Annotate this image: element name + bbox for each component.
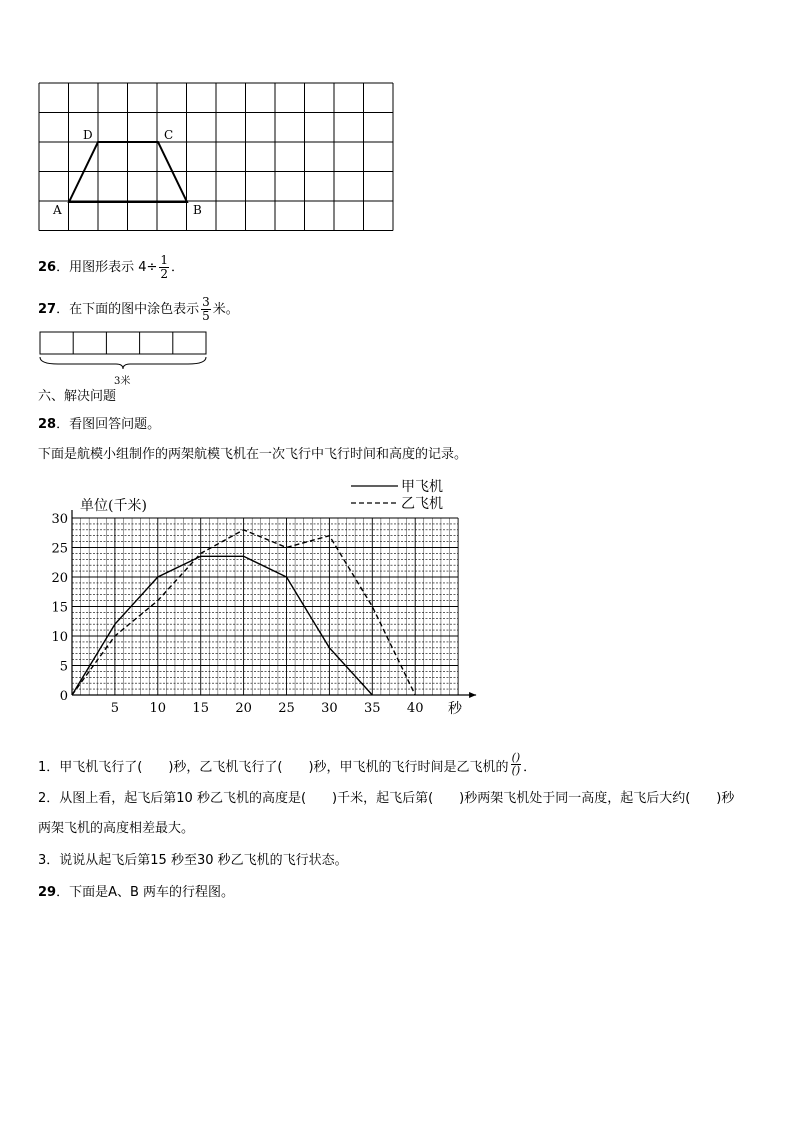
x-tick-label: 5	[110, 701, 120, 716]
fraction-numerator: ()	[511, 751, 521, 764]
fraction-denominator: 2	[160, 267, 169, 281]
square-grid	[39, 83, 393, 231]
x-axis-label: 秒	[448, 701, 462, 717]
question-text: ．用图形表示 4÷	[56, 260, 158, 275]
question-29	[38, 885, 234, 901]
sub-question-3: 3．说说从起飞后第15 秒至30 秒乙飞机的飞行状态。	[38, 853, 348, 868]
vertex-label-b: B	[193, 203, 202, 217]
sub-question-2: 2．从图上看，起飞后第10 秒乙飞机的高度是( )千米，起飞后第( )秒两架飞机处于同一高度，起飞后大约( )秒	[38, 791, 735, 806]
y-tick-label: 10	[51, 630, 68, 645]
flight-altitude-chart	[38, 474, 488, 720]
chart-grid	[72, 518, 458, 695]
fraction-numerator: 3	[202, 295, 210, 309]
question-text-end: ．	[171, 260, 185, 275]
question-26	[38, 254, 184, 281]
fraction-denominator: 5	[202, 309, 210, 323]
trapezoid-grid-figure	[38, 82, 398, 236]
section-title: 六、解决问题	[38, 389, 117, 404]
question-number: 29	[38, 885, 57, 900]
brace	[40, 357, 206, 369]
y-tick-label: 15	[51, 600, 68, 616]
vertex-label-d: D	[83, 128, 93, 142]
question-27	[38, 296, 239, 323]
length-bar[interactable]	[40, 332, 206, 354]
sub-question-text: 1．甲飞机飞行了( )秒，乙飞机飞行了( )秒，甲飞机的飞行时间是乙飞机的	[38, 760, 509, 775]
question-number: 26	[38, 260, 57, 275]
x-tick-label: 15	[192, 701, 209, 716]
y-tick-label: 25	[51, 541, 68, 557]
question-text: ．在下面的图中涂色表示	[56, 302, 200, 317]
x-tick-label: 10	[149, 701, 167, 716]
question-text-end: 米。	[212, 302, 239, 317]
question-text: ．下面是A、B 两车的行程图。	[56, 885, 235, 900]
length-bar-figure	[38, 330, 212, 374]
question-title: ．看图回答问题。	[56, 417, 161, 432]
sub-question-1	[38, 751, 537, 780]
x-tick-label: 20	[235, 701, 252, 716]
legend-label: 乙飞机	[401, 496, 443, 512]
vertex-label-c: C	[164, 128, 174, 142]
chart-ticks	[51, 512, 423, 716]
x-tick-label: 40	[406, 701, 424, 716]
fraction-one-half	[159, 254, 169, 281]
y-axis-label: 单位(千米)	[80, 498, 147, 514]
x-tick-label: 35	[364, 701, 381, 716]
sub-question-text-end: ．	[523, 760, 537, 775]
chart-legend	[351, 478, 443, 512]
vertex-label-a: A	[53, 203, 62, 217]
x-tick-label: 30	[321, 701, 338, 716]
question-number: 27	[38, 302, 57, 317]
fraction-denominator: ()	[511, 764, 521, 777]
legend-label: 甲飞机	[401, 479, 443, 495]
y-tick-label: 30	[51, 512, 68, 527]
x-axis-arrow	[469, 692, 476, 698]
question-28	[38, 417, 160, 433]
y-tick-label: 0	[59, 689, 68, 704]
x-tick-label: 25	[278, 701, 295, 716]
y-tick-label: 5	[59, 659, 68, 675]
bar-length-label: 3米	[114, 376, 131, 387]
y-tick-label: 20	[51, 571, 68, 586]
question-intro: 下面是航模小组制作的两架航模飞机在一次飞行中飞行时间和高度的记录。	[38, 447, 468, 462]
sub-question-2-continued: 两架飞机的高度相差最大。	[38, 821, 195, 836]
question-number: 28	[38, 417, 57, 432]
blank-fraction	[511, 752, 522, 777]
fraction-numerator: 1	[160, 253, 169, 267]
fraction-three-fifths	[201, 296, 211, 323]
